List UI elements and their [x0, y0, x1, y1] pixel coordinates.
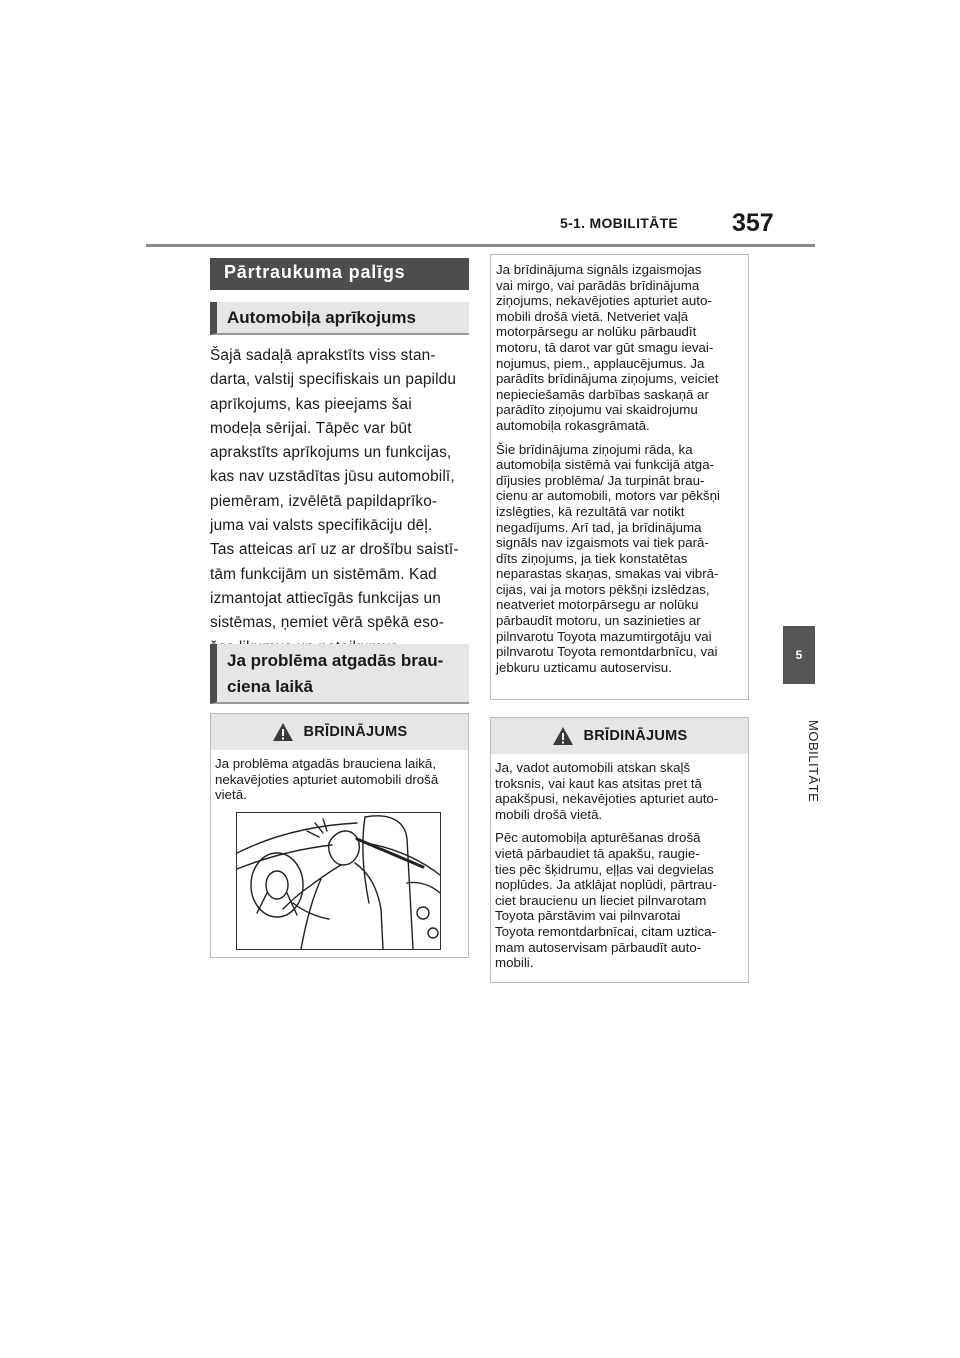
intro-line: kas nav uzstādītas jūsu automobilī,: [210, 468, 455, 486]
info-line: cijas, vai ja motors pēkšņi izslēdzas,: [496, 581, 710, 597]
driver-slumped-illustration: [237, 813, 440, 949]
chapter-label: MOBILITĀTE: [806, 720, 821, 803]
section-heading: Pārtraukuma palīgs: [210, 258, 469, 290]
warning-line: mobili drošā vietā.: [495, 806, 603, 822]
info-line: mobili drošā vietā. Netveriet vaļā: [496, 308, 689, 324]
warning-title: BRĪDINĀJUMS: [583, 728, 688, 744]
intro-line: Tas atteicas arī uz ar drošību saistī-: [210, 541, 459, 559]
warning-line: mobili.: [495, 955, 534, 971]
warning-line: troksnis, vai kaut kas atsitas pret tā: [495, 775, 702, 791]
warning-header: [211, 714, 468, 750]
intro-line: darta, valstij specifiskais un papildu: [210, 371, 457, 389]
warning-paragraph-2: [495, 830, 743, 970]
warning-line: ciet braucienu un lieciet pilnvarotam: [495, 892, 707, 908]
info-line: pilnvarotu Toyota remontdarbnīcu, vai: [496, 644, 718, 660]
intro-line: aprīkojums, kas pieejams šai: [210, 395, 412, 413]
intro-line: modeļa sērijai. Tāpēc var būt: [210, 419, 412, 437]
subheading-line: ciena laikā: [227, 677, 314, 696]
subheading-problem: [210, 644, 469, 704]
info-line: pārbaudīt motoru, un sazinieties ar: [496, 613, 701, 629]
intro-paragraph: [210, 344, 472, 660]
info-line: pilnvarotu Toyota mazumtirgotāju vai: [496, 628, 712, 644]
warning-header: [491, 718, 748, 754]
section-title: 5-1. MOBILITĀTE: [560, 215, 679, 231]
subheading-equipment: Automobiļa aprīkojums: [210, 302, 469, 335]
warning-triangle-icon: [272, 722, 294, 742]
info-line: parādīto ziņojumu vai skaidrojumu: [496, 402, 698, 418]
info-line: automobiļa rokasgrāmatā.: [496, 417, 650, 433]
info-line: izslēgties, kā rezultātā var notikt: [496, 503, 685, 519]
intro-line: izmantojat attiecīgās funkcijas un: [210, 589, 441, 607]
warning-body: [211, 750, 468, 807]
info-line: neparastas skaņas, smakas vai vibrā-: [496, 566, 719, 582]
info-line: cienu ar automobili, motors var pēkšņi: [496, 488, 720, 504]
info-line: signāls nav izgaismots vai tiek parā-: [496, 535, 709, 551]
warning-line: apakšpusi, nekavējoties apturiet auto-: [495, 791, 719, 807]
info-line: motorpārsegu ar nolūku pārbaudīt: [496, 324, 697, 340]
driver-illustration: [236, 812, 441, 950]
warning-line: nekavējoties apturiet automobili drošā: [215, 771, 439, 787]
warning-line: Toyota pārstāvim vai pilnvarotai: [495, 908, 681, 924]
intro-line: tām funkcijām un sistēmām. Kad: [210, 565, 437, 583]
info-line: neatveriet motorpārsegu ar nolūku: [496, 597, 699, 613]
info-line: dījusies problēma/ Ja turpināt brau-: [496, 472, 705, 488]
chapter-tab[interactable]: 5: [783, 626, 815, 684]
info-line: dīts ziņojums, ja tiek konstatētas: [496, 550, 688, 566]
info-line: Ja brīdinājuma signāls izgaismojas: [496, 262, 702, 277]
warning-line: Pēc automobiļa apturēšanas drošā: [495, 830, 701, 846]
warning-line: noplūdes. Ja atklājat noplūdi, pārtrau-: [495, 877, 717, 893]
intro-line: juma vai valsts specifikāciju dēļ.: [210, 517, 433, 535]
warning-line: Ja, vadot automobili atskan skaļš: [495, 760, 691, 775]
subheading-line: Ja problēma atgadās brau-: [227, 651, 444, 670]
warning-line: vietā pārbaudiet tā apakšu, raugie-: [495, 845, 700, 861]
header-divider: [146, 244, 815, 247]
info-box: [490, 254, 749, 700]
info-line: Šie brīdinājuma ziņojumi rāda, ka: [496, 441, 693, 457]
warning-body: [491, 754, 748, 983]
warning-line: Ja problēma atgadās brauciena laikā,: [215, 756, 437, 771]
warning-title: BRĪDINĀJUMS: [303, 724, 408, 740]
info-paragraph-2: [496, 442, 743, 676]
info-line: jebkuru uzticamu autoservisu.: [496, 659, 672, 675]
intro-line: sistēmas, ņemiet vērā spēkā eso-: [210, 614, 445, 632]
info-line: nojumus, piem., applaucējumus. Ja: [496, 355, 705, 371]
info-line: ziņojums, nekavējoties apturiet auto-: [496, 293, 712, 309]
page-number: 357: [732, 209, 774, 237]
intro-line: piemēram, izvēlētā papildaprīko-: [210, 492, 438, 510]
info-line: nepieciešamās darbības saskaņā ar: [496, 386, 709, 402]
info-line: automobiļa sistēmā vai funkcijā atga-: [496, 457, 715, 473]
info-line: parādīts brīdinājuma ziņojums, veiciet: [496, 371, 719, 387]
warning-line: Toyota remontdarbnīcai, citam uztica-: [495, 923, 716, 939]
info-line: motoru, tā darot var gūt smagu ievai-: [496, 339, 714, 355]
info-line: vai mirgo, vai parādās brīdinājuma: [496, 277, 700, 293]
info-paragraph-1: [496, 262, 743, 434]
intro-line: Šajā sadaļā aprakstīts viss stan-: [210, 347, 436, 364]
warning-triangle-icon: [552, 726, 574, 746]
warning-line: mam autoservisam pārbaudīt auto-: [495, 939, 702, 955]
warning-line: vietā.: [215, 787, 247, 803]
warning-paragraph-1: [495, 760, 743, 822]
intro-line: aprakstīts aprīkojums un funkcijas,: [210, 444, 452, 462]
info-line: negadījums. Arī tad, ja brīdinājuma: [496, 519, 702, 535]
warning-line: ties pēc šķidrumu, eļļas vai degvielas: [495, 861, 714, 877]
warning-box-right: [490, 717, 749, 983]
